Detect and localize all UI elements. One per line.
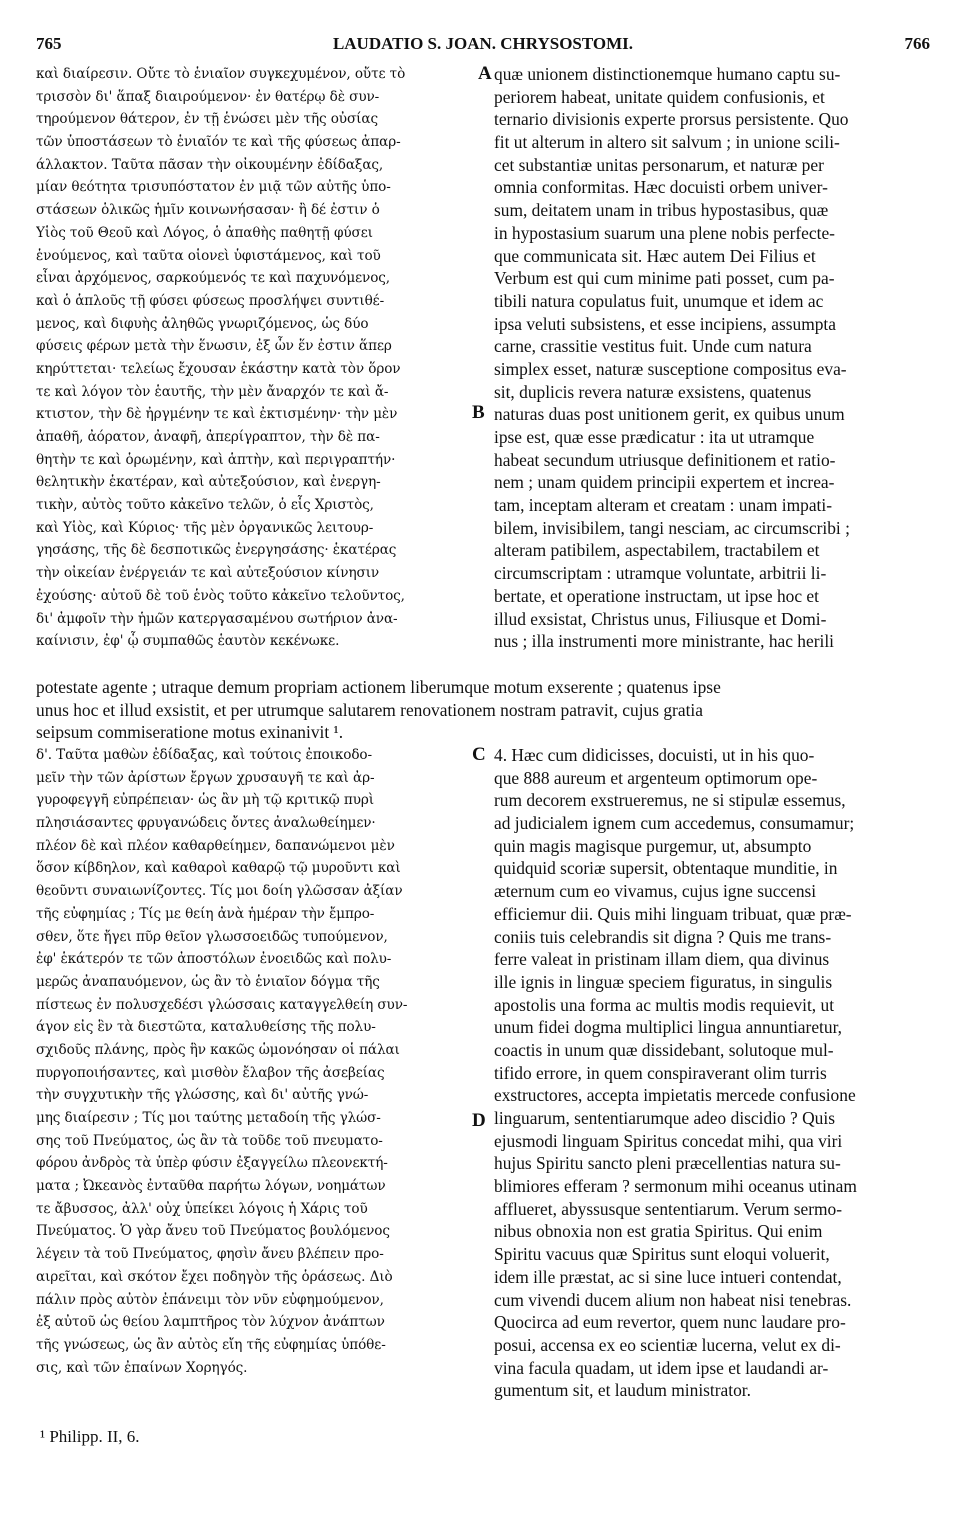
text-line: τῆς γνώσεως, ὡς ἂν αὐτὸς εἴη τῆς εὐφημίας ὑπόθε-	[36, 1336, 386, 1353]
text-line: ternario divisionis experte prorsus persistente. Quo	[494, 109, 849, 130]
text-line: nibus obnoxia non est gratia Spiritus. Qui enim	[494, 1221, 823, 1242]
text-line: tam, inceptam alteram et creatam : unam impati-	[494, 495, 833, 516]
text-line: apostolis una forma ac multis modis requievit, ut	[494, 994, 835, 1015]
text-line: εἶναι ἀρχόμενος, σαρκούμενός τε καὶ παχυνόμενος,	[36, 270, 391, 287]
text-line: periorem habeat, unitate quidem confusionis, et	[494, 86, 825, 107]
text-line: θεοῦντι συναιωνίζοντες. Τίς μοι δοίη γλῶσσαν ἀξίαν	[36, 883, 403, 900]
text-line: coactis in unum quæ dissidebant, solutoque mul-	[494, 1039, 834, 1060]
text-line: ἀπαθῆ, ἀόρατον, ἀναφῆ, ἀπερίγραπτον, τὴν δὲ πα-	[36, 429, 380, 445]
text-line: θητὴν τε καὶ ὁρωμένην, καὶ ἁπτὴν, καὶ περιγραπτήν·	[36, 451, 396, 468]
text-line: φόρου ἀνδρὸς τὰ ὑπὲρ φύσιν ἐξαγγείλω πλεονεκτή-	[36, 1155, 388, 1172]
text-line: cum vivendi ducem alium non habeat nisi tenebras.	[494, 1289, 852, 1310]
text-line: nus ; illa instrumenti more ministrante, hac herili	[494, 631, 835, 652]
text-line: λέγειν τὰ τοῦ Πνεύματος, φησὶν ἄνευ βλέπειν προ-	[36, 1246, 384, 1263]
text-line: linguarum, sententiarumque adeo discidio ? Quis	[494, 1108, 835, 1128]
text-line: φύσεις φέρων μετὰ τὴν ἕνωσιν, ἐξ ὧν ἕν ἐστιν ἅπερ	[36, 338, 392, 355]
text-line: μεῖν τὴν τῶν ἀρίστων ἔργων χρυσαυγῆ τε καὶ ἀρ-	[36, 769, 375, 786]
text-line: blimiores efferam ? sermonum mihi oceanus utinam	[494, 1176, 857, 1197]
text-line: τὴν συγχυτικὴν τῆς γλώσσης, καὶ δι' αὐτῆς γνώ-	[36, 1087, 369, 1104]
text-line: καίνισιν, ἐφ' ᾧ συμπαθῶς ἑαυτὸν κεκένωκε.	[36, 633, 340, 650]
text-line: πίστεως ἐν πολυσχεδέσι γλώσσαις καταγγελθείη συν-	[36, 996, 408, 1013]
running-header	[36, 34, 930, 58]
text-line: rum decorem exstrueremus, ne si stipulæ essemus,	[494, 790, 846, 811]
text-line: Quocirca ad eum revertor, quem nunc laudare pro-	[494, 1312, 846, 1333]
text-line: δ'. Ταῦτα μαθὼν ἐδίδαξας, καὶ τούτοις ἐποικοδο-	[36, 747, 373, 763]
text-line: ὅσον κίβδηλον, καὶ καθαροὶ καθαρῷ τῷ μυροῦντι καὶ	[36, 860, 401, 877]
latin-column-2	[494, 744, 930, 1402]
text-line: tifido errore, in quem conspiraverant olim turris	[494, 1062, 827, 1083]
section-marker-a: A	[478, 63, 492, 84]
text-line: cet substantiæ unitas personarum, et naturæ per	[494, 154, 824, 175]
text-line: bilem, invisibilem, tangi nesciam, ac circumscribi ;	[494, 517, 850, 538]
latin-column-1	[494, 63, 930, 653]
text-line: quidquid scoriæ supersit, obtentaque munditie, in	[494, 858, 838, 879]
text-line: ipsa veluti subsistens, et esse incipiens, assumpta	[494, 313, 836, 334]
text-line: τρισσὸν δι' ἅπαξ διαιρούμενον· ἐν θατέρῳ δὲ συν-	[36, 88, 380, 105]
text-line: κτιστον, τὴν δὲ ἠργμένην τε καὶ ἐκτισμένην· τὴν μὲν	[36, 406, 398, 423]
text-line: μης διαίρεσιν ; Τίς μοι ταύτης μεταδοίη τῆς γλώσ-	[36, 1110, 381, 1126]
text-line: afflueret, abyssusque sententiarum. Verum sermo-	[494, 1198, 843, 1219]
text-line: άλλακτον. Ταῦτα πᾶσαν τὴν οἰκουμένην ἐδίδαξας,	[36, 156, 384, 173]
section-marker-d: D	[472, 1110, 486, 1131]
text-line: nem ; unam quidem principii expertem et increa-	[494, 472, 835, 493]
text-line: posui, accensa ex eo scientiæ lucerna, velut ex di-	[494, 1334, 841, 1355]
text-line: ματα ; Ὠκεανὸς ἐνταῦθα παρήτω λόγων, νοημάτων	[36, 1178, 386, 1195]
text-line: habeat secundum utriusque definitionem et ratio-	[494, 449, 836, 470]
text-line: σχιδοῦς πλάνης, πρὸς ἣν κακῶς ὡμονόησαν οἱ πάλαι	[36, 1041, 400, 1058]
text-line: omnia conformitas. Hæc docuisti orbem univer-	[494, 177, 828, 198]
text-line: ille ignis in linguæ speciem figuratus, in singulis	[494, 971, 833, 992]
text-line: πάλιν πρὸς αὐτὸν ἐπάνειμι τὸν νῦν εὐφημούμενον,	[36, 1291, 384, 1308]
text-line: carne, crassitie vestitus fuit. Unde cum natura	[494, 336, 812, 357]
text-line: μίαν θεότητα τρισυπόστατον ἐν μιᾷ τῶν αὐτῆς ὑπο-	[36, 179, 391, 196]
text-line: τὴν οἰκείαν ἐνέργειάν τε καὶ αὐτεξούσιον κίνησιν	[36, 565, 380, 582]
page-number-left: 765	[36, 34, 62, 53]
text-line: καὶ ὁ ἁπλοῦς τῇ φύσει φύσεως προσλήψει συντιθέ-	[36, 292, 385, 309]
text-line: que 888 aureum et argenteum optimorum ope-	[494, 767, 818, 788]
text-line: unum fidei dogma multiplici lingua annuntiaretur,	[494, 1017, 843, 1038]
text-line: quæ unionem distinctionemque humano captu su-	[494, 64, 841, 84]
text-line: σθεν, ὅτε ἤγει πῦρ θεῖον γλωσσοειδῶς τυπούμενον,	[36, 928, 388, 945]
text-line: τικὴν, αὐτὸς τοῦτο κἀκεῖνο τελῶν, ὁ εἷς Χριστὸς,	[36, 497, 374, 514]
page-number-right: 766	[904, 34, 930, 53]
text-line: tibili natura copulatus fuit, unumque et idem ac	[494, 290, 824, 311]
text-line: simplex esset, naturæ susceptione compositus eva-	[494, 358, 847, 379]
text-line: ἑνούμενος, καὶ ταῦτα οἱονεὶ ὑφιστάμενος, καὶ τοῦ	[36, 247, 381, 264]
text-line: quin magis magisque purgemur, ut, absumpto	[494, 835, 812, 856]
text-line: θελητικὴν ἑκατέραν, καὶ αὐτεξούσιον, καὶ ἐνεργη-	[36, 474, 381, 491]
text-line: καὶ διαίρεσιν. Οὔτε τὸ ἑνιαῖον συγκεχυμένον, οὔτε τὸ	[36, 66, 406, 82]
text-line: τε καὶ λόγον τὸν ἑαυτῆς, τὴν μὲν ἄναρχόν τε καὶ ἄ-	[36, 383, 389, 400]
text-line: seipsum commiseratione motus exinanivit ¹.	[36, 722, 344, 743]
text-line: Spiritu vacuus quæ Spiritus sunt eloqui voluerit,	[494, 1244, 830, 1265]
text-line: sum, deitatem unam in tribus hypostasibus, quæ	[494, 200, 829, 221]
text-line: ferre valeat in pristinam illam diem, qua divinus	[494, 949, 830, 970]
text-line: γυροφεγγῆ εὐπρέπειαν· ὡς ἂν μὴ τῷ κριτικῷ πυρὶ	[36, 792, 375, 809]
text-line: ἐφ' ἑκάτερόν τε τῶν ἀποστόλων ἐνοειδῶς καὶ πολυ-	[36, 951, 392, 968]
text-line: idem ille præstat, ac si sine luce intueri contendat,	[494, 1266, 842, 1287]
text-line: ejusmodi linguam Spiritus concedat mihi, qua viri	[494, 1130, 843, 1151]
text-line: ipse est, quæ esse prædicatur : ita ut utramque	[494, 427, 815, 447]
text-line: sit, duplicis revera naturæ exsistens, quatenus	[494, 381, 812, 402]
text-line: unus hoc et illud exsistit, et per utrumque salutarem renovationem nostram patravit, cujus gratia	[36, 699, 703, 720]
text-line: τε ἄβυσσος, ἀλλ' οὐχ ὑπείκει λόγοις ἡ Χάρις τοῦ	[36, 1200, 368, 1217]
footnote: ¹ Philipp. II, 6.	[40, 1427, 140, 1446]
text-line: ad judicialem ignem cum accedemus, consumamur;	[494, 813, 855, 834]
running-title: LAUDATIO S. JOAN. CHRYSOSTOMI.	[332, 34, 634, 53]
text-line: αιρεῖται, καὶ σκότον ἔχει ποδηγὸν τῆς ὁράσεως. Διὸ	[36, 1268, 393, 1285]
text-line: μενος, καὶ διφυὴς ἀληθῶς γνωριζόμενος, ὡς δύο	[36, 315, 369, 332]
text-line: æternum cum eo vivamus, cujus igne succensi	[494, 881, 817, 902]
text-line: que communicata sit. Hæc autem Dei Filius et	[494, 245, 816, 266]
text-line: ἐξ αὐτοῦ ὡς θείου λαμπτῆρος τὸν λύχνον ἀνάπτων	[36, 1314, 385, 1331]
text-line: vina facula quadam, ut idem ipse et laudandi ar-	[494, 1357, 829, 1378]
text-line: coniis tuis celebrandis sit digna ? Quis me trans-	[494, 926, 832, 947]
text-line: κηρύττεται· τελείως ἔχουσαν ἑκάστην κατὰ τὸν ὅρον	[36, 360, 401, 377]
text-line: Πνεύματος. Ὁ γὰρ ἄνευ τοῦ Πνεύματος βουλόμενος	[36, 1223, 390, 1240]
text-line: καὶ Υἱὸς, καὶ Κύριος· τῆς μὲν ὀργανικῶς λειτουρ-	[36, 519, 374, 536]
text-line: bertate, et operatione instructam, ut ipse hoc et	[494, 585, 819, 606]
text-line: άγον εἰς ἓν τὰ διεστῶτα, καταλυθείσης τῆς πολυ-	[36, 1019, 376, 1036]
greek-column-2	[36, 744, 480, 1379]
text-line: πλησιάσαντες φρυγανώδεις ὄντες ἀναλωθείημεν·	[36, 815, 376, 832]
section-marker-b: B	[472, 402, 485, 423]
text-line: δι' ἀμφοῖν τὴν ἡμῶν κατεργασαμένου σωτήριον ἀνα-	[36, 610, 398, 627]
text-line: 4. Hæc cum didicisses, docuisti, ut in his quo-	[494, 745, 815, 765]
text-line: potestate agente ; utraque demum propriam actionem liberumque motum exserente ; quatenus ipse	[36, 677, 721, 697]
text-line: τῶν ὑποστάσεων τὸ ἑνιαῖόν τε καὶ τῆς φύσεως ἀπαρ-	[36, 134, 401, 151]
text-line: πυργοποιήσαντες, καὶ μισθὸν ἔλαβον τῆς ἀσεβείας	[36, 1064, 385, 1081]
text-line: naturas duas post unitionem gerit, ex quibus unum	[494, 404, 845, 425]
text-line: illud exsistat, Christus unus, Filiusque et Domi-	[494, 608, 827, 629]
section-marker-c: C	[472, 744, 486, 765]
full-width-text	[36, 676, 930, 744]
text-line: μερῶς ἀναπαυόμενον, ὡς ἂν τὸ ἑνιαῖον δόγμα τῆς	[36, 973, 380, 990]
text-line: gumentum sit, et laudum ministrator.	[494, 1380, 751, 1401]
text-line: γησάσης, τῆς δὲ δεσποτικῶς ἐνεργησάσης· ἑκατέρας	[36, 542, 397, 559]
greek-column-1	[36, 63, 480, 653]
text-line: στάσεων ὁλικῶς ἡμῖν κοινωνήσασαν· ἢ δέ ἐστιν ὁ	[36, 202, 380, 219]
text-line: τηρούμενον θάτερον, ἐν τῇ ἑνώσει μὲν τῆς οὐσίας	[36, 111, 378, 128]
text-line: circumscriptam : utramque voluntate, arbitrii li-	[494, 563, 827, 584]
text-line: πλέον δὲ καὶ πλέον καθαρθείημεν, δαπανώμενοι μὲν	[36, 837, 395, 854]
text-line: exstructores, accepta impietatis mercede confusione	[494, 1085, 856, 1106]
text-line: fit ut alterum in altero sit salvum ; in unione scili-	[494, 132, 840, 153]
text-line: efficiemur dii. Quis mihi linguam tribuat, quæ præ-	[494, 903, 852, 924]
text-line: in hypostasium suarum una plene nobis perfecte-	[494, 222, 835, 243]
text-line: τῆς εὐφημίας ; Τίς με θείη ἀνὰ ἡμέραν τὴν ἔμπρο-	[36, 905, 375, 922]
text-line: hujus Spiritu sancto pleni præcellentias natura su-	[494, 1153, 841, 1174]
text-line: σης τοῦ Πνεύματος, ὡς ἂν τὰ τοῦδε τοῦ πνευματο-	[36, 1132, 383, 1149]
text-line: alteram patibilem, aspectabilem, tractabilem et	[494, 540, 820, 561]
text-line: σις, καὶ τῶν ἐπαίνων Χορηγός.	[36, 1359, 248, 1376]
text-line: ἐχούσης· αὐτοῦ δὲ τοῦ ἑνὸς τοῦτο κἀκεῖνο τελοῦντος,	[36, 587, 405, 604]
text-line: Υἱὸς τοῦ Θεοῦ καὶ Λόγος, ὁ ἀπαθὴς παθητῇ φύσει	[36, 224, 373, 241]
text-line: Verbum est qui cum minime pati posset, cum pa-	[494, 268, 835, 289]
